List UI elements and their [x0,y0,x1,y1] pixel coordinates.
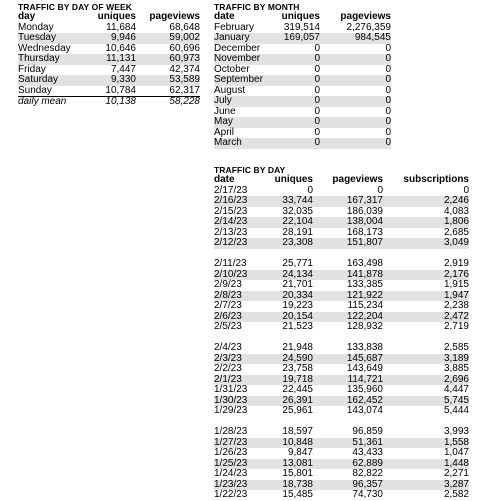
cell-value: 60,696 [169,42,200,54]
section-title: TRAFFIC BY DAY [214,165,286,175]
table-row [214,138,391,149]
table-row [214,396,469,407]
cell-value: 0 [385,42,391,54]
column-header: date [214,11,235,22]
day-table [214,175,469,501]
row-label: 1/31/23 [214,384,248,395]
row-label: 2/14/23 [214,217,254,228]
cell-value: 186,039 [346,205,383,217]
month-table [214,12,391,149]
table-row [214,406,469,417]
cell-value: 7,447 [110,63,136,75]
row-label: 2/15/23 [214,205,248,217]
cell-value: 82,822 [352,468,383,479]
cell-value: 0 [314,84,320,96]
table-row [214,238,469,249]
cell-value: 3,287 [383,480,469,491]
cell-value: 25,961 [282,405,313,416]
cell-value: 96,859 [352,426,383,437]
row-label: daily mean [18,97,80,108]
cell-value: 168,173 [346,226,383,238]
table-row [214,117,391,128]
cell-value: 145,687 [313,354,383,365]
cell-value: 1,915 [443,279,469,290]
cell-value: 0 [270,75,320,86]
cell-value: 0 [385,105,391,117]
column-header: uniques [281,11,320,22]
cell-value: 2,472 [383,312,469,323]
cell-value: 143,074 [346,405,383,416]
cell-value: 20,334 [254,291,313,302]
traffic-by-day [214,165,469,501]
cell-value: 135,960 [346,384,383,395]
row-label: 1/22/23 [214,489,248,500]
table-row [214,186,469,197]
cell-value: 0 [314,126,320,138]
row-label: 1/30/23 [214,396,254,407]
cell-value: 13,081 [254,459,313,470]
row-label: February [214,21,255,33]
table-row [214,375,469,386]
cell-value: 0 [320,96,391,107]
table-row [214,280,469,291]
cell-value: 0 [307,184,313,196]
cell-value: 51,361 [313,438,383,449]
row-label: 2/2/23 [214,363,242,374]
row-label: 1/28/23 [214,426,248,437]
row-label: 2/5/23 [214,321,242,332]
column-header: pageviews [149,11,200,22]
cell-value: 984,545 [320,33,391,44]
cell-value: 58,228 [136,97,200,108]
cell-value: 10,646 [105,42,136,54]
cell-value: 19,718 [254,375,313,386]
cell-value: 0 [270,96,320,107]
cell-value: 151,807 [313,238,383,249]
row-label: 2/1/23 [214,375,254,386]
row-label: Monday [18,21,54,33]
table-row [18,75,200,86]
cell-value: 33,744 [254,196,313,207]
table-row [214,270,469,281]
table-row [214,438,469,449]
cell-value: 43,433 [352,447,383,458]
row-label: 2/12/23 [214,238,254,249]
traffic-by-day-of-week [18,2,200,108]
cell-value: 0 [270,117,320,128]
table-row [214,385,469,396]
table-row [214,196,469,207]
row-label: July [214,96,270,107]
table-row [214,75,391,86]
header-row [214,12,391,23]
table-row [214,480,469,491]
cell-value: 121,922 [313,291,383,302]
row-label: 2/11/23 [214,258,247,269]
row-label: Wednesday [18,42,71,54]
column-header: subscriptions [403,174,469,185]
cell-value: 62,317 [169,84,200,96]
row-label: 2/16/23 [214,196,254,207]
cell-value: 2,246 [383,196,469,207]
cell-value: 114,721 [313,375,383,386]
cell-value: 133,838 [346,342,383,353]
table-row [214,490,469,501]
row-label: June [214,105,236,117]
table-row [214,107,391,118]
cell-value: 2,176 [383,270,469,281]
cell-value: 11,684 [106,21,136,33]
table-row [214,33,391,44]
row-label: 1/29/23 [214,405,248,416]
group-spacer [214,333,469,344]
cell-value: 1,947 [383,291,469,302]
cell-value: 5,444 [443,405,469,416]
cell-value: 5,745 [383,396,469,407]
row-label: 2/7/23 [214,300,242,311]
table-row [214,301,469,312]
cell-value: 0 [320,54,391,65]
row-label: Saturday [18,75,80,86]
row-label: May [214,117,270,128]
column-header: pageviews [332,174,383,185]
row-label: 2/3/23 [214,354,254,365]
cell-value: 24,590 [254,354,313,365]
table-row [18,86,200,97]
table-row [214,343,469,354]
cell-value: 20,154 [254,312,313,323]
cell-value: 9,330 [80,75,136,86]
table-row [214,207,469,218]
cell-value: 115,234 [347,300,383,311]
table-row [214,427,469,438]
cell-value: 133,385 [346,279,383,290]
table-row [214,354,469,365]
cell-value: 23,758 [282,363,313,374]
cell-value: 11,131 [80,54,136,65]
cell-value: 0 [385,126,391,138]
table-row [18,33,200,44]
cell-value: 138,004 [313,217,383,228]
row-label: Thursday [18,54,80,65]
table-row [214,448,469,459]
cell-value: 0 [314,105,320,117]
cell-value: 19,223 [282,300,313,311]
column-header: day [18,11,36,22]
cell-value: 162,452 [313,396,383,407]
cell-value: 163,498 [346,258,383,269]
table-row [214,469,469,480]
cell-value: 0 [270,54,320,65]
cell-value: 68,648 [169,21,200,33]
cell-value: 59,002 [136,33,200,44]
cell-value: 319,514 [283,21,320,33]
cell-value: 28,191 [282,226,313,238]
row-label: Friday [18,63,46,75]
cell-value: 18,738 [254,480,313,491]
row-label: 2/4/23 [214,342,242,353]
section-title: TRAFFIC BY DAY OF WEEK [18,2,132,12]
cell-value: 32,035 [282,205,313,217]
table-row [214,96,391,107]
cell-value: 96,357 [313,480,383,491]
column-header: date [214,174,235,185]
cell-value: 10,848 [254,438,313,449]
cell-value: 62,889 [313,459,383,470]
row-label: August [214,84,246,96]
cell-value: 2,585 [443,342,469,353]
cell-value: 122,204 [313,312,383,323]
cell-value: 2,271 [443,468,469,479]
group-spacer [214,417,469,428]
cell-value: 0 [320,117,391,128]
cell-value: 3,049 [383,238,469,249]
cell-value: 2,919 [443,258,469,269]
table-row [214,259,469,270]
cell-value: 23,308 [254,238,313,249]
spacer-cell [214,249,469,260]
cell-value: 21,701 [282,279,313,290]
row-label: 2/13/23 [214,226,248,238]
row-label: Sunday [18,84,52,96]
cell-value: 24,134 [254,270,313,281]
cell-value: 1,448 [383,459,469,470]
table-row [214,312,469,323]
table-row [214,459,469,470]
cell-value: 25,771 [282,258,313,269]
header-row [18,12,200,23]
table-row [18,54,200,65]
spacer-cell [214,417,469,428]
cell-value: 2,276,359 [346,21,391,33]
cell-value: 26,391 [254,396,313,407]
cell-value: 22,445 [282,384,313,395]
row-label: 2/17/23 [214,184,248,196]
column-header: uniques [274,174,313,185]
cell-value: 4,447 [443,384,469,395]
row-label: October [214,63,250,75]
cell-value: 1,047 [443,447,469,458]
traffic-by-month [214,2,391,149]
row-label: December [214,42,261,54]
cell-value: 1,806 [383,217,469,228]
cell-value: 4,083 [443,205,469,217]
column-header: uniques [97,11,136,22]
table-row [214,217,469,228]
cell-value: 3,189 [383,354,469,365]
row-label: 1/26/23 [214,447,248,458]
cell-value: 128,932 [346,321,383,332]
row-label: September [214,75,270,86]
cell-value: 0 [377,184,383,196]
table-row [214,322,469,333]
cell-value: 1,558 [383,438,469,449]
cell-value: 60,973 [136,54,200,65]
group-spacer [214,249,469,260]
cell-value: 2,685 [443,226,469,238]
section-title: TRAFFIC BY MONTH [214,2,300,12]
cell-value: 2,696 [383,375,469,386]
cell-value: 0 [314,42,320,54]
cell-value: 10,784 [105,84,136,96]
cell-value: 3,885 [443,363,469,374]
table-row [214,228,469,239]
cell-value: 143,649 [346,363,383,374]
cell-value: 22,104 [254,217,313,228]
row-label: April [214,126,235,138]
cell-value: 0 [314,63,320,75]
cell-value: 21,948 [282,342,313,353]
cell-value: 0 [385,84,391,96]
cell-value: 15,485 [282,489,313,500]
cell-value: 18,597 [282,426,313,437]
cell-value: 141,878 [313,270,383,281]
row-label: Tuesday [18,33,80,44]
cell-value: 2,238 [443,300,469,311]
row-label: 1/27/23 [214,438,254,449]
table-row [214,86,391,97]
table-row [214,364,469,375]
cell-value: 21,523 [282,321,313,332]
row-label: 2/8/23 [214,291,254,302]
cell-value: 0 [320,75,391,86]
row-label: 2/10/23 [214,270,254,281]
row-label: March [214,138,270,149]
cell-value: 74,730 [352,489,383,500]
row-label: 1/24/23 [214,468,248,479]
cell-value: 0 [270,138,320,149]
table-row [214,291,469,302]
row-label: 1/23/23 [214,480,254,491]
cell-value: 169,057 [270,33,320,44]
cell-value: 3,993 [443,426,469,437]
cell-value: 0 [385,63,391,75]
cell-value: 2,719 [443,321,469,332]
column-header: pageviews [340,11,391,22]
row-label: 2/9/23 [214,279,242,290]
cell-value: 15,801 [282,468,313,479]
spacer-cell [214,333,469,344]
row-label: 1/25/23 [214,459,254,470]
header-row [214,175,469,186]
table-row [214,54,391,65]
cell-value: 53,589 [136,75,200,86]
dow-table [18,12,200,108]
cell-value: 167,317 [313,196,383,207]
row-label: January [214,33,270,44]
cell-value: 2,582 [443,489,469,500]
cell-value: 42,374 [169,63,200,75]
cell-value: 9,847 [287,447,313,458]
cell-value: 9,946 [80,33,136,44]
row-label: November [214,54,270,65]
mean-row [18,97,200,108]
cell-value: 0 [320,138,391,149]
cell-value: 0 [463,184,469,196]
cell-value: 10,138 [80,97,136,108]
row-label: 2/6/23 [214,312,254,323]
